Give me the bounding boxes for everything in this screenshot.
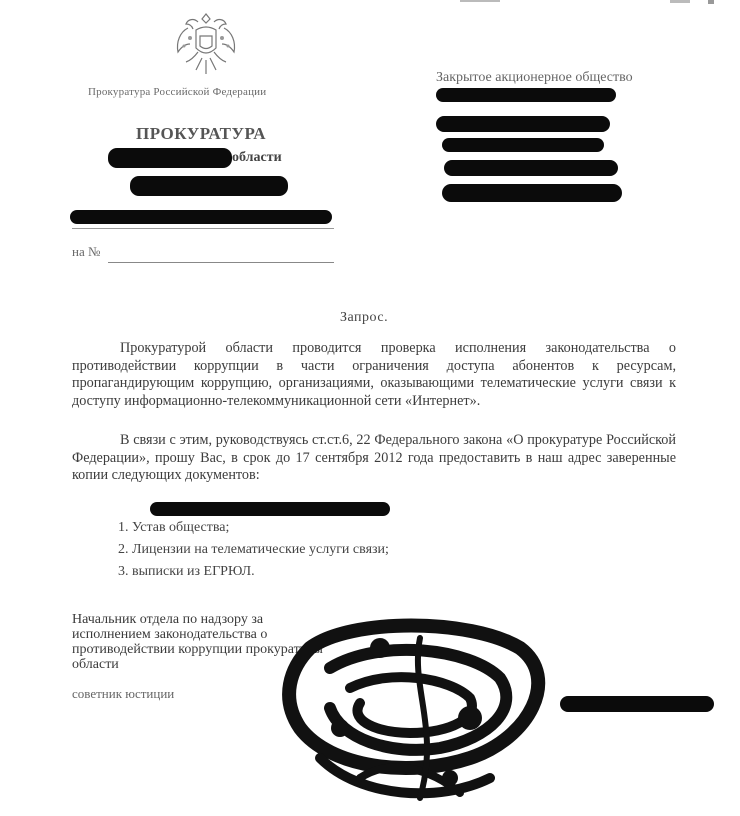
redaction-recipient-address-3 (444, 160, 618, 176)
redaction-outgoing-number (70, 210, 332, 224)
signature-stamp (270, 608, 570, 808)
signatory-position: Начальник отдела по надзору за исполнением законодательства о противодействии коррупции прокуратуры области (72, 612, 323, 672)
redaction-recipient-address-1 (436, 116, 610, 132)
redaction-recipient-address-4 (442, 184, 622, 202)
redaction-recipient-name (436, 88, 616, 102)
request-title: Запрос. (340, 310, 389, 325)
redaction-recipient-address-2 (442, 138, 604, 152)
reference-line (108, 262, 334, 263)
redaction-signatory-name (560, 696, 714, 712)
redaction-documents (150, 502, 390, 516)
paragraph-2: В связи с этим, руководствуясь ст.ст.6, 22 Федерального закона «О прокуратуре Российской Федерации», прошу Вас, в срок до 17 сентября 2012 года предоставить в наш адрес заверенные копии следующих документов: (72, 432, 676, 483)
list-item-1: 1. Устав общества; (118, 520, 230, 535)
list-item-2: 2. Лицензии на телематические услуги связи; (118, 542, 389, 557)
redaction-region (108, 148, 232, 168)
region-suffix: области (232, 150, 282, 165)
list-item-3: 3. выписки из ЕГРЮЛ. (118, 564, 255, 579)
recipient-line: Закрытое акционерное общество (436, 70, 633, 85)
issuer-line: Прокуратура Российской Федерации (88, 86, 267, 98)
signatory-rank: советник юстиции (72, 686, 175, 701)
paragraph-1: Прокуратурой области проводится проверка исполнения законодательства о противодействии коррупции в части ограничения доступа абонентов к ресурсам, пропагандирующим коррупцию, организациями, оказывающими телематические услуги связи к доступу информационно-телекоммуникационной сети «Интернет». (72, 340, 676, 409)
reference-prefix: на № (72, 244, 101, 259)
coat-of-arms-icon (170, 8, 242, 78)
office-title: ПРОКУРАТУРА (136, 124, 266, 143)
redaction-address (130, 176, 288, 196)
outgoing-number-line (72, 228, 334, 229)
scan-edge-marks (440, 0, 740, 6)
